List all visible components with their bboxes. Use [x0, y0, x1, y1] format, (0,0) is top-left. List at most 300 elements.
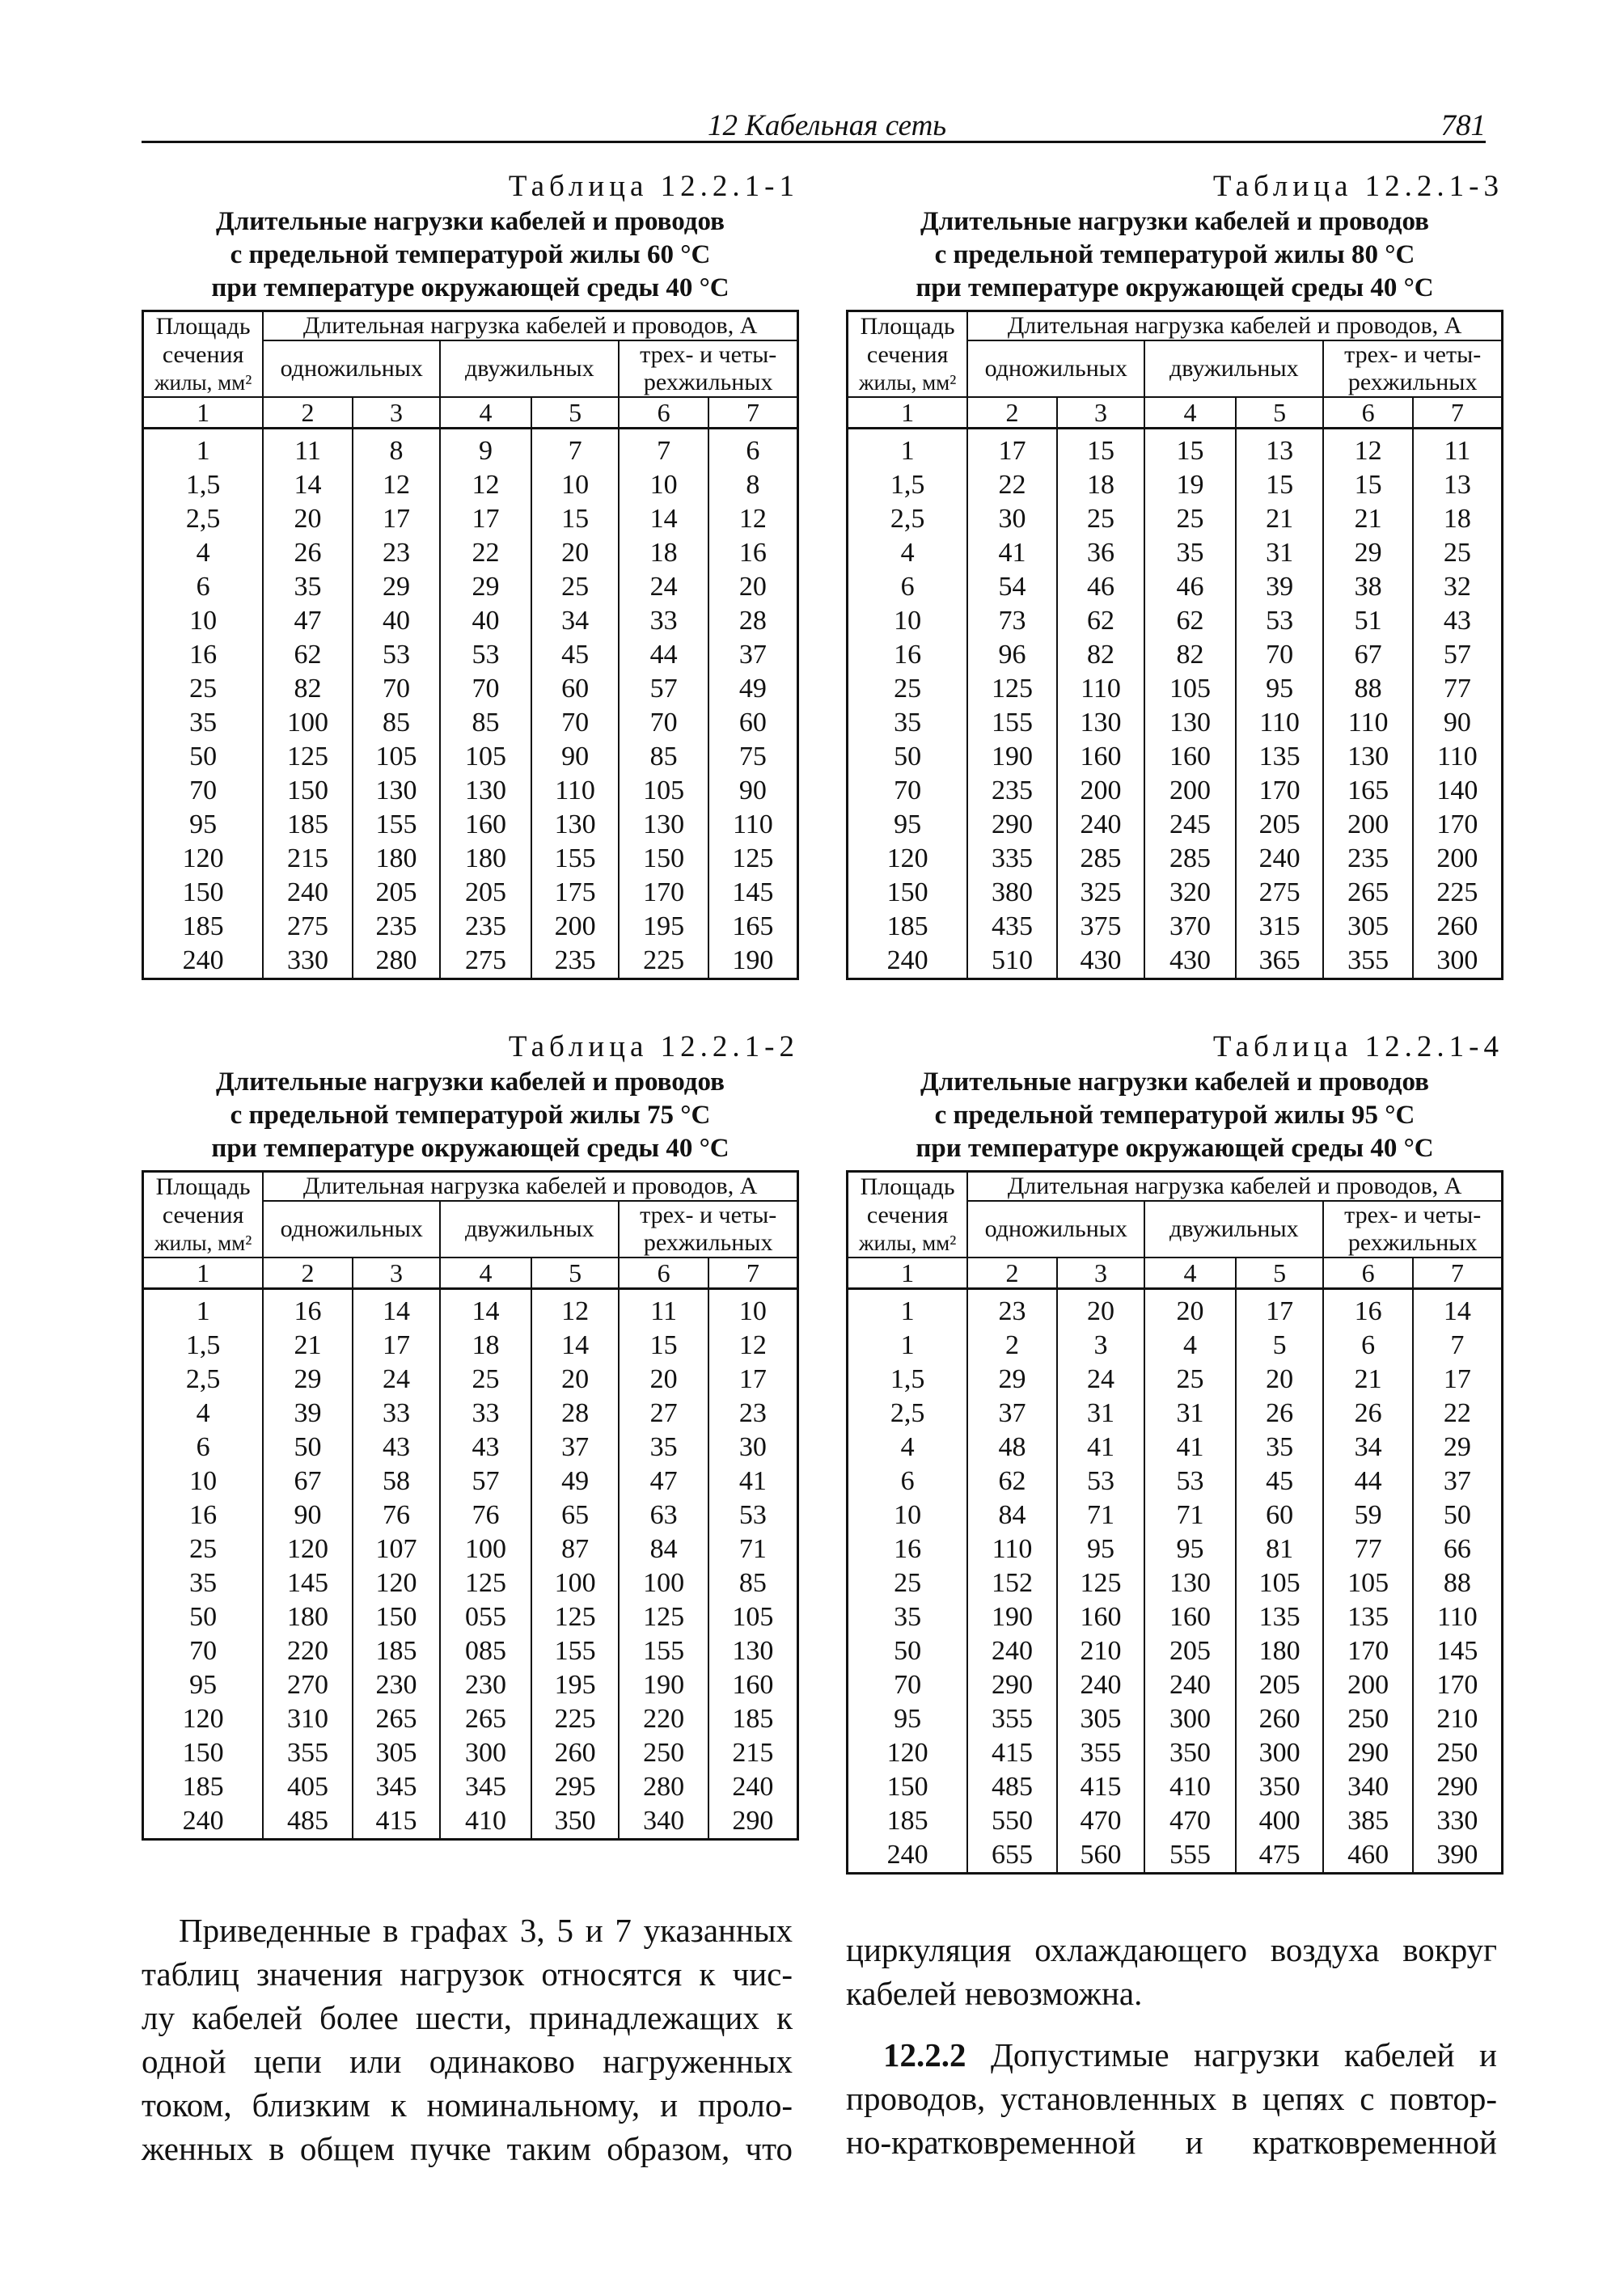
load-value-cell: 560 — [1057, 1838, 1145, 1874]
load-value-cell: 81 — [1236, 1532, 1324, 1566]
table-row — [143, 1736, 798, 1770]
table-row — [848, 1397, 1503, 1431]
cross-section-cell: 185 — [848, 910, 968, 944]
header-area-line: жилы, мм² — [154, 370, 252, 395]
load-value-cell: 355 — [967, 1702, 1057, 1736]
cross-section-cell: 150 — [848, 1770, 968, 1804]
cross-section-cell: 6 — [848, 570, 968, 604]
load-value-cell: 60 — [708, 706, 798, 740]
load-value-cell: 35 — [1144, 536, 1236, 570]
load-value-cell: 23 — [967, 1289, 1057, 1329]
cross-section-cell: 185 — [143, 1770, 264, 1804]
load-value-cell: 53 — [1057, 1465, 1145, 1498]
load-value-cell: 17 — [967, 429, 1057, 469]
table-row — [848, 774, 1503, 808]
load-value-cell: 24 — [1057, 1363, 1145, 1397]
header-area-line: сечения — [162, 340, 244, 368]
column-number: 4 — [1144, 397, 1236, 429]
table-row — [848, 1566, 1503, 1600]
load-value-cell: 190 — [967, 1600, 1057, 1634]
load-value-cell: 130 — [1323, 740, 1413, 774]
load-value-cell: 20 — [263, 502, 353, 536]
table-row — [143, 570, 798, 604]
load-value-cell: 26 — [1323, 1397, 1413, 1431]
load-value-cell: 485 — [263, 1804, 353, 1840]
header-multi-line: трех- и четы- — [1344, 341, 1482, 368]
cross-section-cell: 10 — [143, 604, 264, 638]
caption-line: с предельной температурой жилы 60 °С — [230, 240, 711, 269]
load-value-cell: 46 — [1057, 570, 1145, 604]
table-row — [143, 536, 798, 570]
header-load: Длительная нагрузка кабелей и проводов, А — [263, 1172, 797, 1202]
load-value-cell: 100 — [531, 1566, 620, 1600]
load-value-cell: 240 — [263, 876, 353, 910]
load-value-cell: 50 — [263, 1431, 353, 1465]
load-value-cell: 290 — [708, 1804, 798, 1840]
load-value-cell: 37 — [1413, 1465, 1503, 1498]
header-area-line: Площадь — [848, 1172, 968, 1202]
load-value-cell: 25 — [1413, 536, 1503, 570]
cross-section-cell: 35 — [143, 706, 264, 740]
load-value-cell: 155 — [531, 1634, 620, 1668]
text-line: лу кабелей более шести, принадлежащих к — [142, 1999, 793, 2036]
cross-section-cell: 25 — [143, 672, 264, 706]
table-row — [143, 808, 798, 842]
table-row — [848, 1736, 1503, 1770]
load-value-cell: 67 — [263, 1465, 353, 1498]
load-value-cell: 95 — [1057, 1532, 1145, 1566]
load-value-cell: 70 — [1236, 638, 1324, 672]
load-value-cell: 130 — [1144, 1566, 1236, 1600]
load-value-cell: 20 — [1236, 1363, 1324, 1397]
cross-section-cell: 4 — [848, 536, 968, 570]
load-value-cell: 65 — [531, 1498, 620, 1532]
load-value-cell: 18 — [619, 536, 708, 570]
load-value-cell: 20 — [708, 570, 798, 604]
load-value-cell: 200 — [1413, 842, 1503, 876]
load-value-cell: 135 — [1236, 740, 1324, 774]
caption-line: с предельной температурой жилы 80 °С — [934, 240, 1415, 269]
load-value-cell: 510 — [967, 944, 1057, 979]
table-row — [848, 1465, 1503, 1498]
cross-section-cell: 240 — [143, 944, 264, 979]
header-area-line: жилы, мм² — [154, 1230, 252, 1255]
load-value-cell: 63 — [619, 1498, 708, 1532]
header-single: одножильных — [967, 340, 1144, 397]
column-number: 7 — [1413, 397, 1503, 429]
load-value-cell: 9 — [440, 429, 531, 469]
load-value-cell: 48 — [967, 1431, 1057, 1465]
load-value-cell: 10 — [619, 468, 708, 502]
load-value-cell: 4 — [1144, 1329, 1236, 1363]
load-value-cell: 265 — [1323, 876, 1413, 910]
load-value-cell: 85 — [708, 1566, 798, 1600]
cross-section-cell: 16 — [848, 1532, 968, 1566]
cross-section-cell: 95 — [143, 1668, 264, 1702]
table-row — [848, 842, 1503, 876]
load-value-cell: 290 — [967, 1668, 1057, 1702]
cross-section-cell: 70 — [143, 774, 264, 808]
load-value-cell: 235 — [440, 910, 531, 944]
load-value-cell: 16 — [1323, 1289, 1413, 1329]
load-value-cell: 40 — [440, 604, 531, 638]
load-value-cell: 29 — [1323, 536, 1413, 570]
header-area — [848, 340, 968, 397]
column-number: 7 — [708, 397, 798, 429]
load-value-cell: 36 — [1057, 536, 1145, 570]
cross-section-cell: 120 — [848, 1736, 968, 1770]
load-value-cell: 20 — [531, 536, 620, 570]
table-row — [848, 1289, 1503, 1329]
load-value-cell: 345 — [353, 1770, 441, 1804]
text-line: но-кратковременной и кратковременной — [846, 2124, 1497, 2161]
load-value-cell: 45 — [1236, 1465, 1324, 1498]
load-value-cell: 8 — [708, 468, 798, 502]
caption-line: Длительные нагрузки кабелей и проводов — [216, 1067, 725, 1097]
table-row — [143, 1566, 798, 1600]
load-value-cell: 29 — [263, 1363, 353, 1397]
load-value-cell: 240 — [708, 1770, 798, 1804]
cross-section-cell: 1 — [848, 1289, 968, 1329]
header-area-line: жилы, мм² — [858, 370, 957, 395]
load-value-cell: 285 — [1144, 842, 1236, 876]
load-value-cell: 355 — [263, 1736, 353, 1770]
header-double: двужильных — [440, 340, 619, 397]
load-value-cell: 90 — [708, 774, 798, 808]
load-value-cell: 47 — [263, 604, 353, 638]
load-value-cell: 345 — [440, 1770, 531, 1804]
load-value-cell: 21 — [1236, 502, 1324, 536]
load-value-cell: 415 — [1057, 1770, 1145, 1804]
load-value-cell: 59 — [1323, 1498, 1413, 1532]
load-value-cell: 110 — [1057, 672, 1145, 706]
load-value-cell: 110 — [1413, 1600, 1503, 1634]
header-multi — [619, 340, 797, 397]
load-value-cell: 055 — [440, 1600, 531, 1634]
load-value-cell: 130 — [708, 1634, 798, 1668]
load-value-cell: 210 — [1413, 1702, 1503, 1736]
load-value-cell: 7 — [531, 429, 620, 469]
load-value-cell: 12 — [353, 468, 441, 502]
load-value-cell: 205 — [1236, 808, 1324, 842]
load-value-cell: 25 — [1144, 502, 1236, 536]
load-value-cell: 105 — [440, 740, 531, 774]
header-multi-line: рехжильных — [1347, 1229, 1478, 1256]
load-value-cell: 12 — [1323, 429, 1413, 469]
load-value-cell: 225 — [619, 944, 708, 979]
load-value-cell: 15 — [1323, 468, 1413, 502]
load-value-cell: 280 — [353, 944, 441, 979]
load-value-cell: 37 — [967, 1397, 1057, 1431]
table-row — [143, 1329, 798, 1363]
load-value-cell: 130 — [531, 808, 620, 842]
load-value-cell: 100 — [619, 1566, 708, 1600]
header-area-line: сечения — [866, 340, 949, 368]
cross-section-cell: 50 — [848, 740, 968, 774]
load-value-cell: 300 — [1236, 1736, 1324, 1770]
load-value-cell: 250 — [1413, 1736, 1503, 1770]
load-value-cell: 71 — [708, 1532, 798, 1566]
load-value-cell: 90 — [1413, 706, 1503, 740]
load-value-cell: 285 — [1057, 842, 1145, 876]
table-row — [848, 1498, 1503, 1532]
header-multi-line: трех- и четы- — [1344, 1202, 1482, 1228]
load-value-cell: 43 — [440, 1431, 531, 1465]
load-value-cell: 60 — [531, 672, 620, 706]
table-row — [143, 1363, 798, 1397]
table-row — [848, 604, 1503, 638]
load-value-cell: 100 — [440, 1532, 531, 1566]
table-row — [143, 638, 798, 672]
load-value-cell: 430 — [1057, 944, 1145, 979]
cross-section-cell: 70 — [143, 1634, 264, 1668]
load-value-cell: 2 — [967, 1329, 1057, 1363]
load-value-cell: 14 — [440, 1289, 531, 1329]
load-value-cell: 44 — [619, 638, 708, 672]
load-value-cell: 330 — [263, 944, 353, 979]
load-value-cell: 11 — [619, 1289, 708, 1329]
header-area-line: Площадь — [848, 311, 968, 341]
load-value-cell: 475 — [1236, 1838, 1324, 1874]
load-value-cell: 215 — [708, 1736, 798, 1770]
load-value-cell: 13 — [1413, 468, 1503, 502]
header-single: одножильных — [263, 340, 440, 397]
load-value-cell: 225 — [531, 1702, 620, 1736]
column-number: 6 — [1323, 1258, 1413, 1289]
cross-section-cell: 4 — [143, 1397, 264, 1431]
page-number: 781 — [1440, 109, 1486, 142]
cross-section-cell: 2,5 — [848, 1397, 968, 1431]
load-value-cell: 125 — [440, 1566, 531, 1600]
load-value-cell: 57 — [440, 1465, 531, 1498]
load-value-cell: 17 — [440, 502, 531, 536]
load-value-cell: 10 — [708, 1289, 798, 1329]
load-value-cell: 110 — [1413, 740, 1503, 774]
load-value-cell: 5 — [1236, 1329, 1324, 1363]
load-value-cell: 22 — [1413, 1397, 1503, 1431]
load-value-cell: 105 — [708, 1600, 798, 1634]
text-line — [846, 2033, 1497, 2077]
load-value-cell: 87 — [531, 1532, 620, 1566]
table-row — [143, 740, 798, 774]
load-value-cell: 555 — [1144, 1838, 1236, 1874]
load-value-cell: 14 — [531, 1329, 620, 1363]
cross-section-cell: 35 — [143, 1566, 264, 1600]
load-value-cell: 380 — [967, 876, 1057, 910]
header-area — [143, 1201, 264, 1258]
load-value-cell: 76 — [440, 1498, 531, 1532]
load-value-cell: 370 — [1144, 910, 1236, 944]
table-label: Таблица 12.2.1-1 — [508, 170, 799, 203]
load-value-cell: 110 — [1323, 706, 1413, 740]
load-value-cell: 200 — [1144, 774, 1236, 808]
table-row — [848, 910, 1503, 944]
cross-section-cell: 2,5 — [143, 1363, 264, 1397]
load-value-cell: 130 — [1057, 706, 1145, 740]
load-value-cell: 27 — [619, 1397, 708, 1431]
load-value-cell: 76 — [353, 1498, 441, 1532]
load-value-cell: 305 — [353, 1736, 441, 1770]
table-row — [143, 1804, 798, 1840]
load-value-cell: 75 — [708, 740, 798, 774]
load-value-cell: 135 — [1236, 1600, 1324, 1634]
load-value-cell: 205 — [353, 876, 441, 910]
load-value-cell: 58 — [353, 1465, 441, 1498]
load-value-cell: 410 — [440, 1804, 531, 1840]
load-value-cell: 25 — [531, 570, 620, 604]
table-row — [848, 1532, 1503, 1566]
cross-section-cell: 4 — [143, 536, 264, 570]
column-number: 3 — [1057, 397, 1145, 429]
load-value-cell: 105 — [619, 774, 708, 808]
load-value-cell: 77 — [1413, 672, 1503, 706]
header-double: двужильных — [440, 1201, 619, 1258]
table-row — [143, 1600, 798, 1634]
cross-section-cell: 35 — [848, 706, 968, 740]
table-label: Таблица 12.2.1-2 — [508, 1030, 799, 1063]
table-row — [143, 706, 798, 740]
header-multi-line: рехжильных — [1347, 369, 1478, 395]
text-line: циркуляция охлаждающего воздуха вокруг — [846, 1931, 1497, 1968]
load-value-cell: 175 — [531, 876, 620, 910]
load-value-cell: 195 — [531, 1668, 620, 1702]
column-number: 2 — [263, 1258, 353, 1289]
table-row — [143, 1431, 798, 1465]
load-value-cell: 17 — [353, 502, 441, 536]
load-value-cell: 15 — [619, 1329, 708, 1363]
load-value-cell: 67 — [1323, 638, 1413, 672]
load-value-cell: 82 — [263, 672, 353, 706]
load-value-cell: 18 — [440, 1329, 531, 1363]
load-value-cell: 35 — [1236, 1431, 1324, 1465]
load-value-cell: 62 — [263, 638, 353, 672]
cross-section-cell: 6 — [143, 570, 264, 604]
section-number: 12.2.2 — [883, 2036, 966, 2073]
column-number: 5 — [531, 1258, 620, 1289]
load-value-cell: 240 — [967, 1634, 1057, 1668]
load-value-cell: 71 — [1144, 1498, 1236, 1532]
load-value-cell: 190 — [619, 1668, 708, 1702]
section-lead-text: Допустимые нагрузки кабелей и — [966, 2036, 1497, 2073]
load-value-cell: 305 — [1057, 1702, 1145, 1736]
load-value-cell: 43 — [1413, 604, 1503, 638]
load-value-cell: 14 — [1413, 1289, 1503, 1329]
load-value-cell: 96 — [967, 638, 1057, 672]
load-value-cell: 35 — [263, 570, 353, 604]
caption-line: при температуре окружающей среды 40 °С — [211, 1134, 730, 1163]
header-load: Длительная нагрузка кабелей и проводов, А — [967, 311, 1502, 341]
load-value-cell: 66 — [1413, 1532, 1503, 1566]
load-value-cell: 25 — [1144, 1363, 1236, 1397]
chapter-title: 12 Кабельная сеть — [708, 109, 947, 142]
load-value-cell: 160 — [1057, 1600, 1145, 1634]
load-value-cell: 57 — [619, 672, 708, 706]
load-value-cell: 41 — [1144, 1431, 1236, 1465]
load-value-cell: 19 — [1144, 468, 1236, 502]
cross-section-cell: 35 — [848, 1600, 968, 1634]
table-row — [848, 1431, 1503, 1465]
load-value-cell: 24 — [619, 570, 708, 604]
load-value-cell: 125 — [619, 1600, 708, 1634]
load-value-cell: 22 — [440, 536, 531, 570]
load-value-cell: 130 — [619, 808, 708, 842]
table-row — [848, 638, 1503, 672]
table-row — [143, 604, 798, 638]
table-row — [143, 944, 798, 979]
load-value-cell: 120 — [353, 1566, 441, 1600]
load-value-cell: 15 — [1236, 468, 1324, 502]
load-value-cell: 305 — [1323, 910, 1413, 944]
load-value-cell: 82 — [1057, 638, 1145, 672]
table-row — [143, 502, 798, 536]
cross-section-cell: 70 — [848, 774, 968, 808]
load-value-cell: 57 — [1413, 638, 1503, 672]
load-value-cell: 44 — [1323, 1465, 1413, 1498]
load-value-cell: 152 — [967, 1566, 1057, 1600]
text-line: кабелей невозможна. — [846, 1975, 1143, 2012]
load-value-cell: 17 — [1236, 1289, 1324, 1329]
caption-line: Длительные нагрузки кабелей и проводов — [920, 1067, 1429, 1097]
table-row — [848, 536, 1503, 570]
load-value-cell: 415 — [353, 1804, 441, 1840]
header-load: Длительная нагрузка кабелей и проводов, А — [263, 311, 797, 341]
load-value-cell: 84 — [967, 1498, 1057, 1532]
load-value-cell: 53 — [1236, 604, 1324, 638]
load-value-cell: 415 — [967, 1736, 1057, 1770]
load-value-cell: 150 — [263, 774, 353, 808]
load-value-cell: 320 — [1144, 876, 1236, 910]
load-value-cell: 82 — [1144, 638, 1236, 672]
column-number: 3 — [1057, 1258, 1145, 1289]
load-value-cell: 60 — [1236, 1498, 1324, 1532]
cross-section-cell: 240 — [848, 1838, 968, 1874]
load-value-cell: 250 — [619, 1736, 708, 1770]
load-value-cell: 14 — [263, 468, 353, 502]
load-value-cell: 23 — [708, 1397, 798, 1431]
load-value-cell: 7 — [619, 429, 708, 469]
cross-section-cell: 16 — [848, 638, 968, 672]
load-value-cell: 215 — [263, 842, 353, 876]
load-value-cell: 290 — [1323, 1736, 1413, 1770]
load-value-cell: 70 — [531, 706, 620, 740]
load-value-cell: 53 — [708, 1498, 798, 1532]
load-value-cell: 21 — [1323, 502, 1413, 536]
load-value-cell: 31 — [1057, 1397, 1145, 1431]
load-value-cell: 145 — [263, 1566, 353, 1600]
load-value-cell: 245 — [1144, 808, 1236, 842]
load-value-cell: 107 — [353, 1532, 441, 1566]
header-area — [143, 340, 264, 397]
caption-line: Длительные нагрузки кабелей и проводов — [920, 207, 1429, 236]
load-value-cell: 47 — [619, 1465, 708, 1498]
load-value-cell: 240 — [1144, 1668, 1236, 1702]
load-table — [142, 310, 799, 980]
cross-section-cell: 50 — [143, 1600, 264, 1634]
table-block-12-2-1-3 — [846, 168, 1503, 980]
table-row — [143, 1498, 798, 1532]
load-value-cell: 17 — [708, 1363, 798, 1397]
load-value-cell: 235 — [531, 944, 620, 979]
table-block-12-2-1-2 — [142, 1029, 799, 1841]
load-value-cell: 15 — [1057, 429, 1145, 469]
load-value-cell: 105 — [1236, 1566, 1324, 1600]
column-number: 1 — [143, 397, 264, 429]
load-value-cell: 110 — [1236, 706, 1324, 740]
load-value-cell: 190 — [967, 740, 1057, 774]
load-value-cell: 41 — [1057, 1431, 1145, 1465]
load-value-cell: 20 — [619, 1363, 708, 1397]
load-value-cell: 71 — [1057, 1498, 1145, 1532]
